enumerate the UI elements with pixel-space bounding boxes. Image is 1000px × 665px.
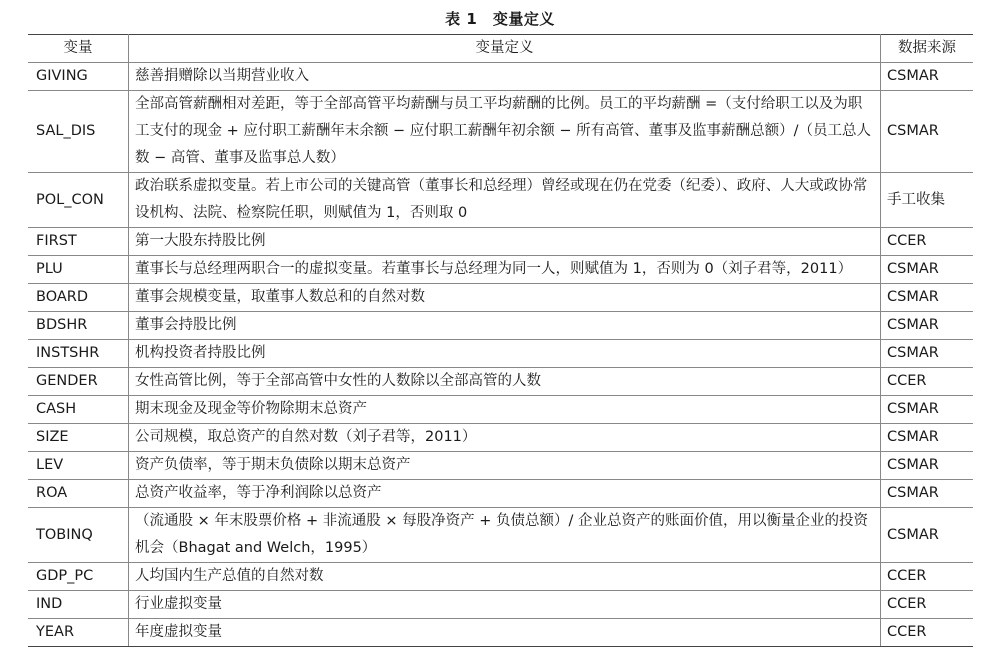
header-variable: 变量 (28, 35, 129, 63)
source-cell: CSMAR (881, 91, 974, 173)
source-cell: CSMAR (881, 424, 974, 452)
source-cell: CCER (881, 368, 974, 396)
source-cell: CSMAR (881, 340, 974, 368)
variable-cell: LEV (28, 452, 129, 480)
table-row (28, 508, 973, 563)
table-row (28, 591, 973, 619)
variable-cell: FIRST (28, 228, 129, 256)
variable-cell: GIVING (28, 63, 129, 91)
table-row (28, 424, 973, 452)
variable-cell: INSTSHR (28, 340, 129, 368)
definition-cell: 公司规模，取总资产的自然对数（刘子君等，2011） (129, 424, 881, 452)
definition-cell: 慈善捐赠除以当期营业收入 (129, 63, 881, 91)
definition-cell: 人均国内生产总值的自然对数 (129, 563, 881, 591)
source-cell: CSMAR (881, 508, 974, 563)
variable-cell: TOBINQ (28, 508, 129, 563)
source-cell: CCER (881, 619, 974, 647)
source-cell: CSMAR (881, 63, 974, 91)
variable-cell: YEAR (28, 619, 129, 647)
variable-cell: ROA (28, 480, 129, 508)
variable-cell: GENDER (28, 368, 129, 396)
definition-cell: 董事长与总经理两职合一的虚拟变量。若董事长与总经理为同一人，则赋值为 1，否则为 0（刘子君等，2011） (129, 256, 881, 284)
source-cell: CCER (881, 591, 974, 619)
definition-cell: 女性高管比例，等于全部高管中女性的人数除以全部高管的人数 (129, 368, 881, 396)
definition-cell: 机构投资者持股比例 (129, 340, 881, 368)
variable-cell: IND (28, 591, 129, 619)
table-row (28, 284, 973, 312)
table-row (28, 173, 973, 228)
table-row (28, 452, 973, 480)
definition-cell: （流通股 × 年末股票价格 + 非流通股 × 每股净资产 + 负债总额）/ 企业总资产的账面价值，用以衡量企业的投资机会（Bhagat and Welch，1995） (129, 508, 881, 563)
source-cell: CSMAR (881, 452, 974, 480)
variable-cell: SAL_DIS (28, 91, 129, 173)
definition-cell: 董事会规模变量，取董事人数总和的自然对数 (129, 284, 881, 312)
source-cell: CSMAR (881, 284, 974, 312)
source-cell: CSMAR (881, 480, 974, 508)
definition-cell: 资产负债率，等于期末负债除以期末总资产 (129, 452, 881, 480)
definition-cell: 董事会持股比例 (129, 312, 881, 340)
source-cell: CCER (881, 228, 974, 256)
definition-cell: 行业虚拟变量 (129, 591, 881, 619)
table-row (28, 563, 973, 591)
table-row (28, 396, 973, 424)
source-cell: CSMAR (881, 256, 974, 284)
variable-cell: SIZE (28, 424, 129, 452)
variable-cell: GDP_PC (28, 563, 129, 591)
variable-cell: PLU (28, 256, 129, 284)
header-source: 数据来源 (881, 35, 974, 63)
table-row (28, 91, 973, 173)
variable-cell: CASH (28, 396, 129, 424)
table-row (28, 63, 973, 91)
source-cell: CCER (881, 563, 974, 591)
source-cell: CSMAR (881, 396, 974, 424)
variable-cell: POL_CON (28, 173, 129, 228)
table-row (28, 228, 973, 256)
source-cell: CSMAR (881, 312, 974, 340)
definition-cell: 第一大股东持股比例 (129, 228, 881, 256)
definition-cell: 总资产收益率，等于净利润除以总资产 (129, 480, 881, 508)
table-row (28, 480, 973, 508)
variable-cell: BOARD (28, 284, 129, 312)
source-cell: 手工收集 (881, 173, 974, 228)
table-row (28, 340, 973, 368)
variable-definition-table (28, 34, 973, 647)
table-header-row (28, 35, 973, 63)
table-row (28, 256, 973, 284)
definition-cell: 全部高管薪酬相对差距，等于全部高管平均薪酬与员工平均薪酬的比例。员工的平均薪酬 =（支付给职工以及为职工支付的现金 + 应付职工薪酬年末余额 − 应付职工薪酬年初余额 − 所有高管、董事及监事薪酬总额）/（员工总人数 − 高管、董事及监事总人数） (129, 91, 881, 173)
definition-cell: 政治联系虚拟变量。若上市公司的关键高管（董事长和总经理）曾经或现在仍在党委（纪委）、政府、人大或政协常设机构、法院、检察院任职，则赋值为 1，否则取 0 (129, 173, 881, 228)
header-definition: 变量定义 (129, 35, 881, 63)
table-caption: 表 1 变量定义 (445, 10, 555, 28)
variable-cell: BDSHR (28, 312, 129, 340)
definition-cell: 年度虚拟变量 (129, 619, 881, 647)
table-row (28, 619, 973, 647)
table-row (28, 312, 973, 340)
table-row (28, 368, 973, 396)
definition-cell: 期末现金及现金等价物除期末总资产 (129, 396, 881, 424)
